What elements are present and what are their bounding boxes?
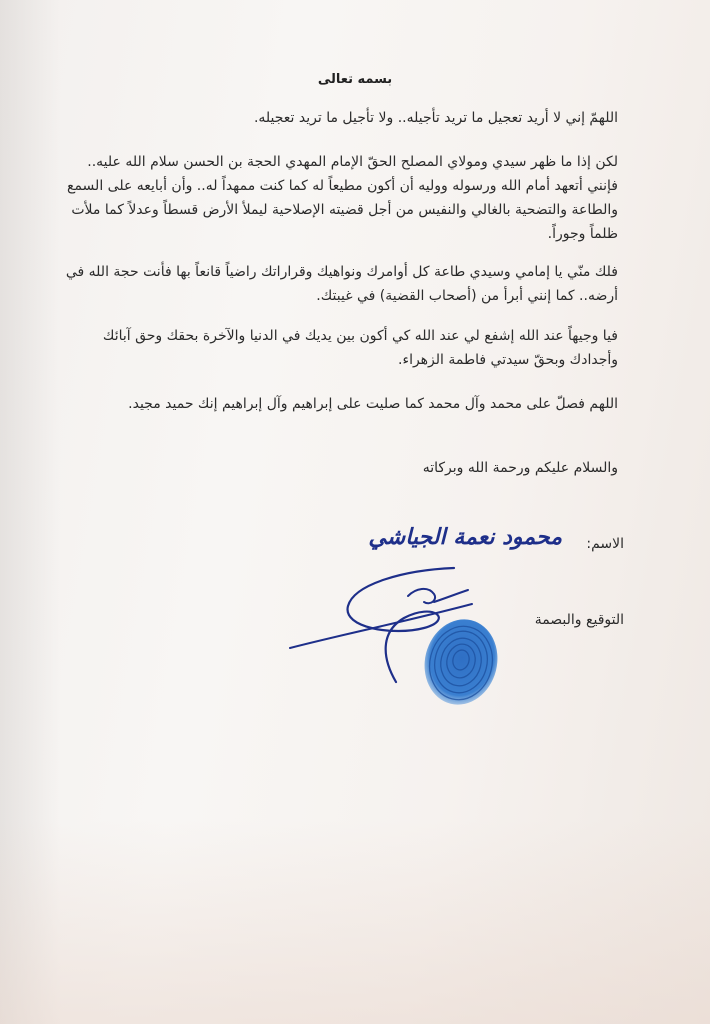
signature-label: التوقيع والبصمة [534, 612, 624, 628]
page-shadow-bottom [0, 820, 710, 1024]
paragraph-opening: اللهمّ إني لا أريد تعجيل ما تريد تأجيله.. ولا تأجيل ما تريد تعجيله. [253, 110, 618, 126]
paragraph-pledge: لكن إذا ما ظهر سيدي ومولاي المصلح الحقّ الإمام المهدي الحجة بن الحسن سلام الله عليه.. فإنني أتعهد أمام الله ورسوله ووليه أن أكون مطيعاً له كما كنت ممهداً له.. وأن أبايعه على السمع والطاعة والتضحية بالغالي والنفيس من أجل قضيته الإصلاحية ليملأ الأرض قسطاً وعدلاً كما ملأت ظلماً وجوراً. [67, 154, 618, 242]
handwritten-name: محمود نعمة الجياشي [368, 524, 562, 550]
page-shadow [0, 0, 60, 1024]
name-label: الاسم: [586, 536, 624, 552]
paragraph-intercession: فيا وجيهاً عند الله إشفع لي عند الله كي أكون بين يديك في الدنيا والآخرة بحقك وحق آبائك وأجدادك وبحقّ سيدتي فاطمة الزهراء. [102, 328, 618, 368]
document-title: بسمه تعالى [317, 72, 393, 87]
paragraph-closing: والسلام عليكم ورحمة الله وبركاته [422, 460, 618, 476]
fingerprint-icon [420, 616, 502, 708]
paragraph-salawat: اللهم فصلّ على محمد وآل محمد كما صليت على إبراهيم وآل إبراهيم إنك حميد مجيد. [128, 396, 618, 412]
paragraph-obedience: فلك منّي يا إمامي وسيدي طاعة كل أوامرك ونواهيك وقراراتك راضياً قانعاً بها فأنت حجة الله في أرضه.. كما إنني أبرأ من (أصحاب القضية) في غيبتك. [65, 264, 618, 304]
